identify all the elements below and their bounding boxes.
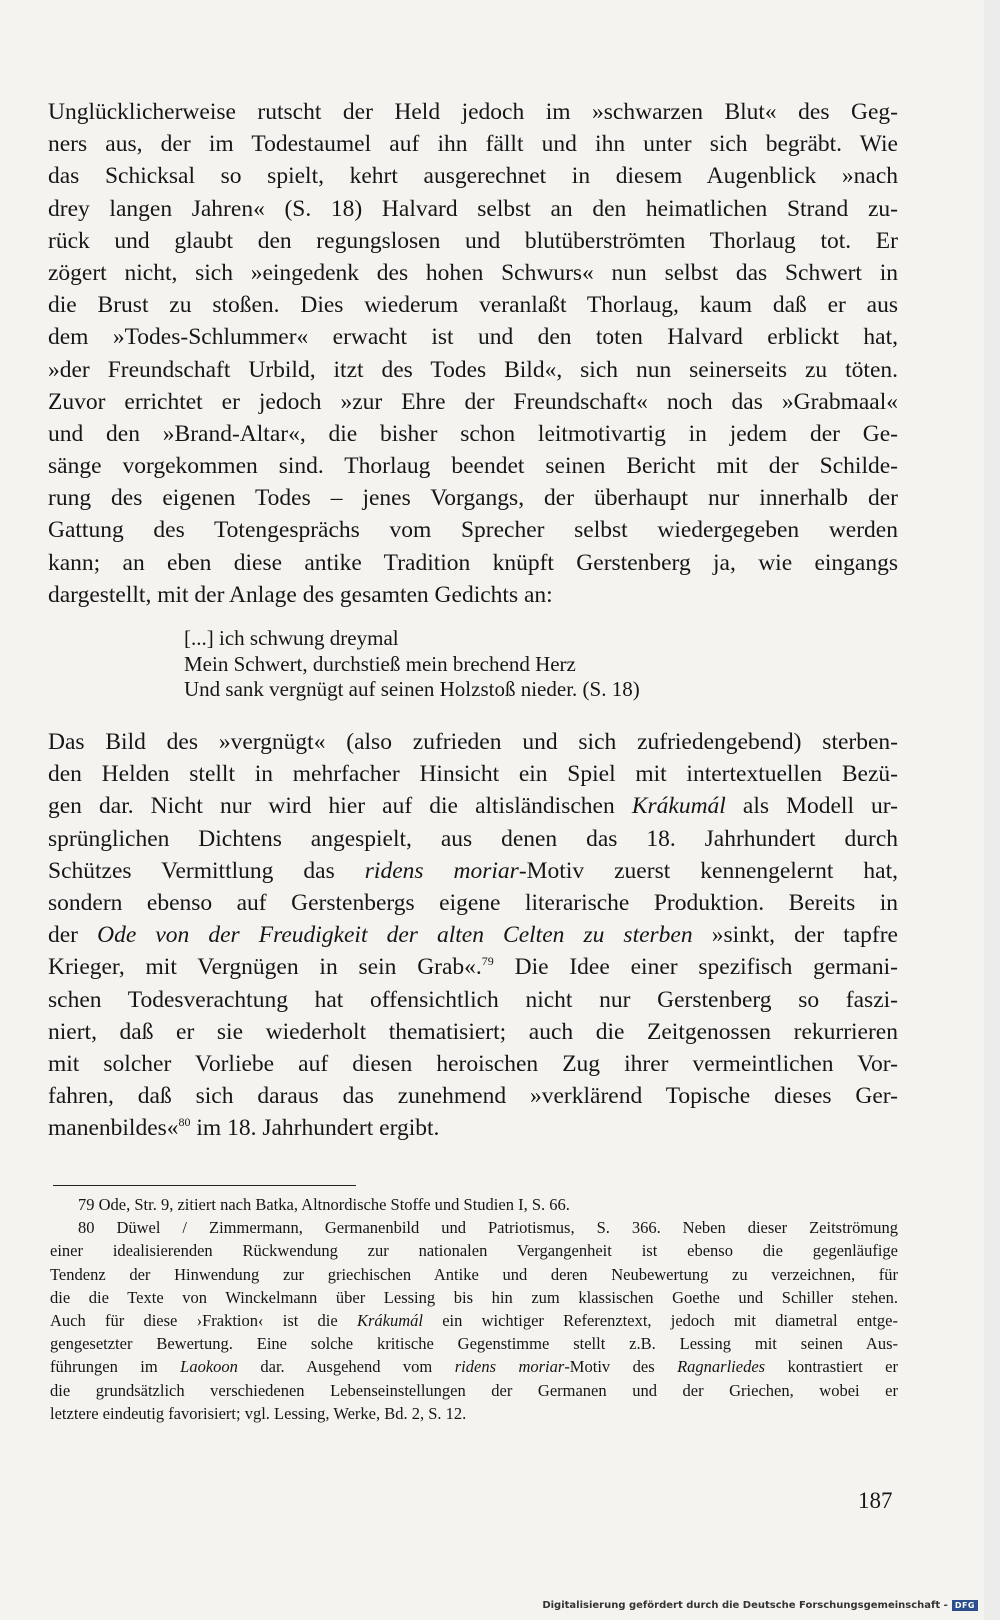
text-line: gen dar. Nicht nur wird hier auf die altisländischen Krákumál als Modell ur- (48, 793, 898, 820)
work-title: Ragnarliedes (677, 1357, 766, 1377)
text-line: dargestellt, mit der Anlage des gesamten Gedichts an: (48, 581, 553, 608)
paragraph-1 (48, 96, 898, 611)
quote-line: Und sank vergnügt auf seinen Holzstoß nieder. (S. 18) (184, 677, 640, 701)
motif-term: ridens moriar (364, 857, 519, 884)
paragraph-2 (48, 726, 898, 1144)
footnote-80-line: einer idealisierenden Rückwendung zur nationalen Vergangenheit ist ebenso die gegenläufige (50, 1241, 898, 1261)
page-edge (984, 0, 1000, 1620)
text-line: Zuvor errichtet er jedoch »zur Ehre der Freundschaft« noch das »Grabmaal« (48, 388, 898, 415)
text-line: mit solcher Vorliebe auf diesen heroischen Zug ihrer vermeintlichen Vor- (48, 1050, 898, 1077)
text-line: schen Todesverachtung hat offensichtlich nicht nur Gerstenberg so faszi- (48, 986, 898, 1013)
text-line: drey langen Jahren« (S. 18) Halvard selbst an den heimatlichen Strand zu- (48, 195, 898, 222)
digitization-credit (542, 1600, 978, 1611)
footnote-80-line: letztere eindeutig favorisiert; vgl. Lessing, Werke, Bd. 2, S. 12. (50, 1403, 467, 1423)
text-line: zögert nicht, sich »eingedenk des hohen Schwurs« nun selbst das Schwert in (48, 259, 898, 286)
text-line: rück und glaubt den regungslosen und blutüberströmten Thorlaug tot. Er (48, 227, 898, 254)
footnotes (50, 1193, 898, 1425)
footnote-80-line: 80 Düwel / Zimmermann, Germanenbild und Patriotismus, S. 366. Neben dieser Zeitströmung (78, 1218, 898, 1238)
text-line: sprünglichen Dichtens angespielt, aus denen das 18. Jahrhundert durch (48, 825, 898, 852)
motif-term: ridens moriar (454, 1357, 565, 1377)
footnote-80-line: Auch für diese ›Fraktion‹ ist die Krákumál ein wichtiger Referenztext, jedoch mit diametral entge- (50, 1310, 898, 1330)
text-line: das Schicksal so spielt, kehrt ausgerechnet in diesem Augenblick »nach (48, 163, 898, 190)
text-line: Schützes Vermittlung das ridens moriar-Motiv zuerst kennengelernt hat, (48, 857, 898, 884)
digitization-credit-text: Digitalisierung gefördert durch die Deutsche Forschungsgemeinschaft - (542, 1600, 948, 1611)
page-number: 187 (858, 1488, 893, 1513)
work-title: Krákumál (631, 793, 726, 820)
text-line: Unglücklicherweise rutscht der Held jedoch im »schwarzen Blut« des Geg- (48, 99, 898, 125)
dfg-logo: DFG (952, 1600, 978, 1611)
text-line: Das Bild des »vergnügt« (also zufrieden und sich zufriedengebend) sterben- (48, 729, 898, 755)
text-line: sondern ebenso auf Gerstenbergs eigene literarische Produktion. Bereits in (48, 889, 898, 916)
text-line: und den »Brand-Altar«, die bisher schon leitmotivartig in jedem der Ge- (48, 420, 898, 447)
text-line: der Ode von der Freudigkeit der alten Celten zu sterben »sinkt, der tapfre (48, 922, 898, 949)
text-line: die Brust zu stoßen. Dies wiederum veranlaßt Thorlaug, kaum daß er aus (48, 292, 898, 319)
footnote-ref-80: 80 (178, 1115, 191, 1130)
footnote-79: 79 Ode, Str. 9, zitiert nach Batka, Altnordische Stoffe und Studien I, S. 66. (78, 1195, 570, 1214)
text-line: niert, daß er sie wiederholt thematisiert; auch die Zeitgenossen rekurrieren (48, 1018, 898, 1045)
work-title: Laokoon (180, 1357, 238, 1377)
text-line: Gattung des Totengesprächs vom Sprecher selbst wiedergegeben werden (48, 517, 898, 544)
text-line: kann; an eben diese antike Tradition knüpft Gerstenberg ja, wie eingangs (48, 549, 898, 576)
text-line: rung des eigenen Todes – jenes Vorgangs, der überhaupt nur innerhalb der (48, 485, 898, 512)
text-line: fahren, daß sich daraus das zunehmend »verklärend Topische dieses Ger- (48, 1083, 898, 1110)
text-line: dem »Todes-Schlummer« erwacht ist und den toten Halvard erblickt hat, (48, 324, 898, 351)
footnote-80-line: die grundsätzlich verschiedenen Lebenseinstellungen der Germanen und der Griechen, wobei er (50, 1380, 898, 1400)
text-line: manenbildes«$^{80}$ im 18. Jahrhundert ergibt. (48, 1115, 440, 1142)
quote-line: Mein Schwert, durchstieß mein brechend Herz (184, 651, 576, 676)
work-title: Krákumál (356, 1310, 423, 1330)
text-line: »der Freundschaft Urbild, itzt des Todes Bild«, sich nun seinerseits zu töten. (48, 356, 898, 383)
block-quote (184, 626, 640, 703)
footnote-80-line: Tendenz der Hinwendung zur griechischen Antike und deren Neubewertung zu verzeichnen, für (50, 1264, 898, 1284)
text-line: sänge vorgekommen sind. Thorlaug beendet seinen Bericht mit der Schilde- (48, 453, 898, 480)
work-title: Ode von der Freudigkeit der alten Celten zu sterben (97, 922, 693, 949)
footnote-80-line: die die Texte von Winckelmann über Lessing bis hin zum klassischen Goethe und Schiller stehen. (50, 1287, 898, 1307)
text-line: ners aus, der im Todestaumel auf ihn fällt und ihn unter sich begräbt. Wie (48, 131, 898, 158)
footnote-80-line: gengesetzter Bewertung. Eine solche kritische Gegenstimme stellt z.B. Lessing mit seinen Aus- (50, 1334, 898, 1354)
footnote-80-line: führungen im Laokoon dar. Ausgehend vom ridens moriar-Motiv des Ragnarliedes kontrastiert er (50, 1357, 898, 1377)
text-line: Krieger, mit Vergnügen in sein Grab«.$^{79}$ Die Idee einer spezifisch germani- (48, 954, 898, 981)
text-line: den Helden stellt in mehrfacher Hinsicht ein Spiel mit intertextuellen Bezü- (48, 761, 898, 788)
footnote-separator (53, 1185, 356, 1186)
footnote-ref-79: 79 (481, 954, 494, 969)
quote-line: [...] ich schwung dreymal (184, 626, 399, 650)
